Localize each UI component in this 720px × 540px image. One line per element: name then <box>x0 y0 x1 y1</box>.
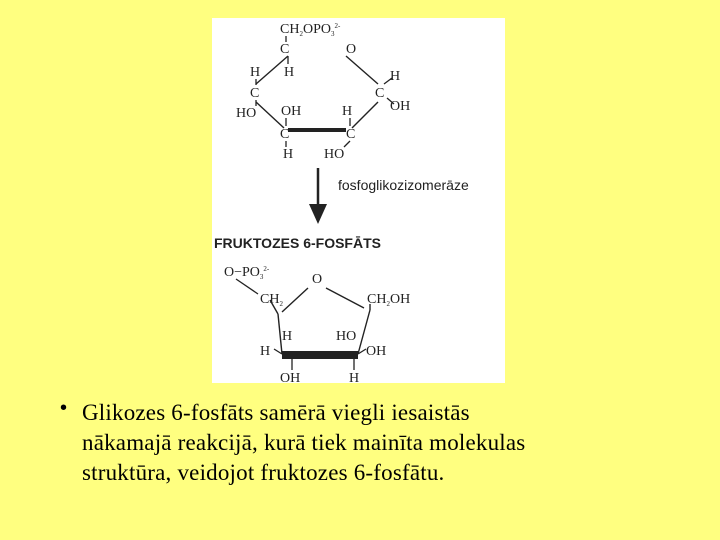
fructose-ch2oh: $CH_2OH$ <box>367 292 411 308</box>
fructose-c3-h: H <box>349 371 360 383</box>
glucose-c2: C <box>346 127 356 142</box>
glucose-c1: C <box>375 86 385 101</box>
glucose-c1-oh: OH <box>390 99 411 114</box>
enzyme-label: fosfoglikozizomerāze <box>338 177 469 193</box>
glucose-ring-o: O <box>346 42 357 57</box>
glucose-c4-ho: HO <box>236 106 257 121</box>
fructose-ch2: $CH_2$ <box>260 292 283 308</box>
glucose-c2-h: H <box>342 104 353 119</box>
glucose-c5: C <box>280 42 290 57</box>
bullet-marker: • <box>60 397 68 419</box>
fructose-c4-oh: OH <box>280 371 301 383</box>
glucose-c3-oh: OH <box>281 104 302 119</box>
slide-caption: Glikozes 6-fosfāts samērā viegli iesaistās nākamajā reakcijā, kurā tiek mainīta molekulas struktūra, veidojot fruktozes 6-fosfātu. <box>82 400 526 485</box>
fructose-c4-h: H <box>282 329 293 344</box>
reaction-arrow <box>309 168 327 224</box>
glucose-c1-h: H <box>390 69 401 84</box>
glucose-c3: C <box>280 127 290 142</box>
glucose-c2-ho: HO <box>324 147 345 162</box>
glucose-c4: C <box>250 86 260 101</box>
glucose-c5-h: H <box>284 65 295 80</box>
glucose-c3-h: H <box>283 147 294 162</box>
glucose-c4-h: H <box>250 65 261 80</box>
product-title: FRUKTOZES 6-FOSFĀTS <box>214 235 381 251</box>
fructose-c2-oh: OH <box>366 344 387 359</box>
glucose-6-phosphate <box>236 22 410 162</box>
ring-bottom-bond <box>282 351 358 359</box>
fructose-6-phosphate <box>224 265 410 383</box>
arrow-down-icon <box>309 204 327 224</box>
glucose-top-group: $CH_2OPO_3^{2-}$ <box>280 22 341 38</box>
reaction-figure <box>212 18 505 383</box>
reaction-diagram <box>212 18 505 383</box>
fructose-phosphate: $O-PO_3^{2-}$ <box>224 265 270 281</box>
fructose-c5-h: H <box>260 344 271 359</box>
fructose-ring-o: O <box>312 272 323 287</box>
fructose-c3-ho: HO <box>336 329 357 344</box>
